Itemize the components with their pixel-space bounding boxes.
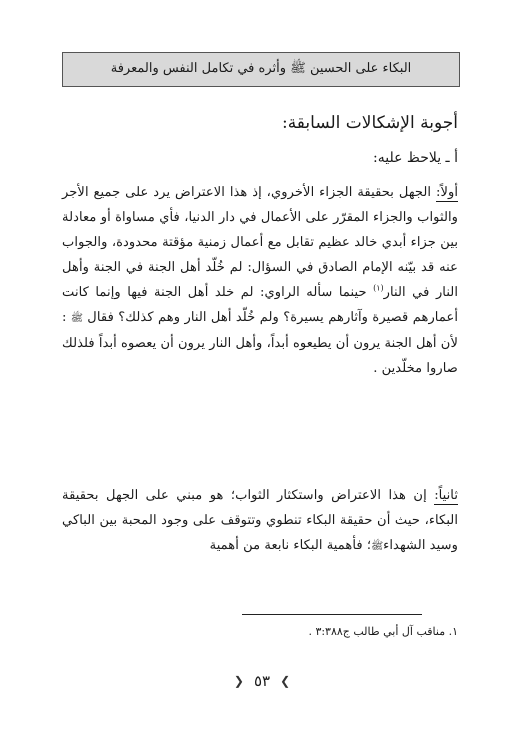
paragraph-lead-first: أولاً: [436,185,458,200]
ornament-right-icon: ❯ [280,674,291,688]
running-header [62,52,460,87]
honorific-symbol: ﷺ [371,541,384,552]
footnote: ١. مناقب آل أبي طالب ج٣:٣٨٨ . [308,625,458,638]
page-number: ٥٣ [253,672,271,690]
paragraph-first [62,180,458,381]
section-heading: أجوبة الإشكالات السابقة: [281,113,458,133]
page-number-area [0,672,524,690]
footnote-reference[interactable]: (١) [373,283,384,293]
ornament-left-icon: ❮ [233,674,244,688]
paragraph-text: ؛ فأهمية البكاء نابعة من أهمية [209,538,372,553]
running-header-title: البكاء على الحسين ﷺ وأثره في تكامل النفس والمعرفة [110,61,412,76]
sub-heading: أ ـ يلاحظ عليه: [373,150,458,166]
paragraph-second [62,483,458,559]
paragraph-text: الجهل بحقيقة الجزاء الأخروي، إذ هذا الاعتراض يرد على جميع الأجر والثواب والجزاء المقرّر على الأعمال في دار الدنيا، فأي مساواة أو معادلة بين جزاء أبدي خالد عظيم تقابل مع أعمال زمنية مؤقتة محدودة، والجواب عنه قد بيّنه الإمام الصادق في السؤال: لم خُلّد أهل الجنة في الجنة وأهل النار في النار [62,185,458,300]
paragraph-text: إن هذا الاعتراض واستكثار الثواب؛ هو مبني على الجهل بحقيقة البكاء، حيث أن حقيقة البكاء تنطوي وتتوقف على وجود المحبة بين الباكي وسيد الشهداء [62,488,458,553]
paragraph-text: : لأن أهل الجنة يرون أن يطيعوه أبداً، وأهل النار يرون أن يعصوه أبداً فلذلك صاروا مخلّدين . [62,310,458,376]
paragraph-lead-second: ثانياً: [434,488,458,503]
honorific-symbol: ﷺ [70,313,83,324]
paragraph-text: حينما سأله الراوي: لم خلد أهل الجنة فيها وإنما كانت أعمارهم قصيرة وآثارهم يسيرة؟ ولم خُلّد أهل النار وهم كذلك؟ فقال [62,285,458,325]
footnote-divider [242,614,422,615]
